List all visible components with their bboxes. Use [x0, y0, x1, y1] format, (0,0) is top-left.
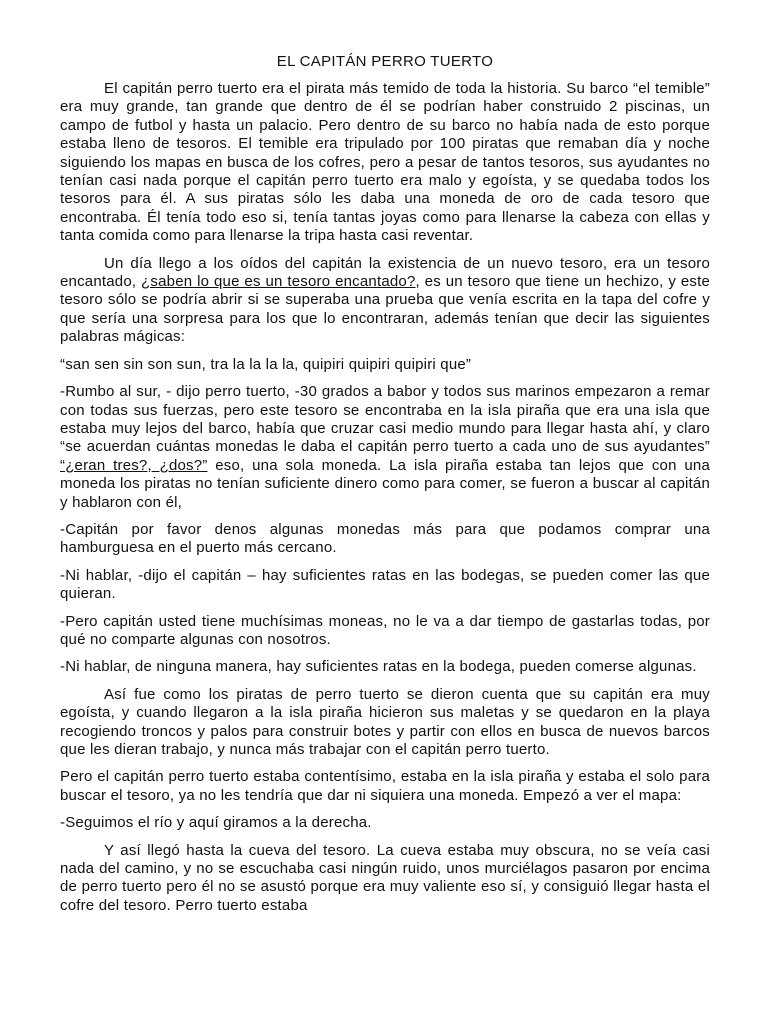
paragraph	[60, 80, 710, 246]
underlined-text: ¿saben lo que es un tesoro encantado?	[141, 273, 416, 291]
paragraph-text: -Ni hablar, -dijo el capitán – hay suficientes ratas en las bodegas, se pueden comer las que quieran.	[60, 566, 710, 603]
document-title: EL CAPITÁN PERRO TUERTO	[276, 53, 494, 70]
paragraph-text: -Pero capitán usted tiene muchísimas moneas, no le va a dar tiempo de gastarlas todas, por qué no comparte algunas con nosotros.	[60, 612, 710, 648]
paragraph-text: , es un tesoro que tiene un hechizo, y este tesoro sólo se podría abrir si se superaba una prueba que venía escrita en la tapa del cofre y que sería una sorpresa para los que lo encontraran, además tenían que decir las siguientes palabras mágicas:	[60, 273, 710, 346]
paragraph	[60, 768, 710, 805]
paragraph-text: -Seguimos el río y aquí giramos a la derecha.	[60, 814, 372, 832]
paragraph	[60, 613, 710, 650]
document-body	[60, 80, 710, 915]
paragraph	[60, 842, 710, 916]
paragraph	[60, 383, 710, 512]
underlined-text: “¿eran tres?, ¿dos?”	[60, 456, 208, 474]
paragraph-text: El capitán perro tuerto era el pirata más temido de toda la historia. Su barco “el temible” era muy grande, tan grande que dentro de él se podrían haber construido 2 piscinas, un campo de futbol y hasta un palacio. Pero dentro de su barco no había nada de esto porque estaba lleno de tesoros. El temible era tripulado por 100 piratas que remaban día y noche siguiendo los mapas en busca de los cofres, pero a pesar de tantos tesoros, sus ayudantes no tenían casi nada porque el capitán perro tuerto era malo y egoísta, y se quedaba todos los tesoros para él. A sus piratas sólo les daba una moneda de oro de cada tesoro que encontraba. Él tenía todo eso si, tenía tantas joyas como para llenarse la cabeza con ellas y tanta comida como para llenarse la tripa hasta casi reventar.	[60, 80, 710, 245]
paragraph-text: Así fue como los piratas de perro tuerto se dieron cuenta que su capitán era muy egoísta, y cuando llegaron a la isla piraña hicieron sus maletas y se quedaron en la playa recogiendo troncos y palos para construir botes y partir con ellos en busca de nuevos barcos que les dieran trabajo, y nunca más trabajar con el capitán perro tuerto.	[60, 685, 710, 758]
paragraph-text: -Ni hablar, de ninguna manera, hay suficientes ratas en la bodega, pueden comerse algunas.	[60, 658, 697, 676]
paragraph	[60, 658, 710, 676]
paragraph-text: “san sen sin son sun, tra la la la la, quipiri quipiri quipiri que”	[60, 355, 472, 373]
paragraph	[60, 814, 710, 832]
paragraph	[60, 521, 710, 558]
paragraph-text: Pero el capitán perro tuerto estaba contentísimo, estaba en la isla piraña y estaba el solo para buscar el tesoro, ya no les tendría que dar ni siquiera una moneda. Empezó a ver el mapa:	[60, 768, 710, 804]
paragraph	[60, 356, 710, 374]
paragraph-text: -Capitán por favor denos algunas monedas más para que podamos comprar una hamburguesa en el puerto más cercano.	[60, 520, 710, 557]
paragraph-text: Y así llegó hasta la cueva del tesoro. La cueva estaba muy obscura, no se veía casi nada del camino, y no se escuchaba casi ningún ruido, unos murciélagos pasaron por encima de perro tuerto pero él no se asustó porque era muy valiente eso sí, y consiguió llegar hasta el cofre del tesoro. Perro tuerto estaba	[60, 841, 710, 914]
paragraph	[60, 686, 710, 760]
paragraph-text: eso, una sola moneda. La isla piraña estaba tan lejos que con una moneda los piratas no tenían suficiente dinero como para comer, se fueron a buscar al capitán y hablaron con él,	[60, 456, 710, 511]
document-page	[60, 40, 710, 1024]
paragraph-text: -Rumbo al sur, - dijo perro tuerto, -30 grados a babor y todos sus marinos empezaron a remar con todas sus fuerzas, pero este tesoro se encontraba en la isla piraña que era una isla que estaba muy lejos del barco, había que cruzar casi medio mundo para llegar hasta ahí, y claro “se acuerdan cuántas monedas le daba el capitán perro tuerto a cada uno de sus ayudantes”	[60, 383, 710, 456]
paragraph-text: Un día llego a los oídos del capitán la existencia de un nuevo tesoro, era un tesoro encantado,	[60, 254, 710, 291]
paragraph	[60, 567, 710, 604]
paragraph	[60, 255, 710, 347]
